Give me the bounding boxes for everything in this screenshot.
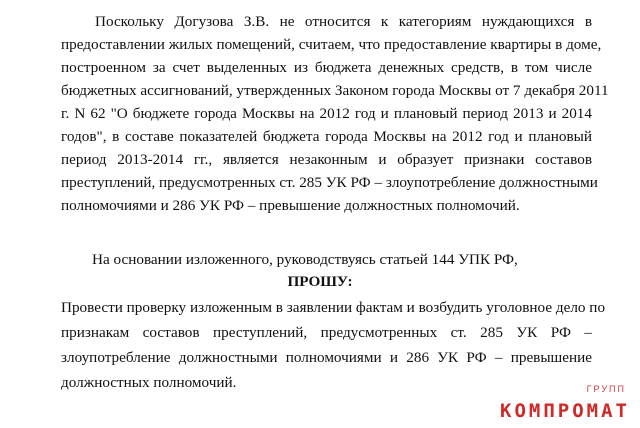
watermark-small-text: ГРУПП xyxy=(586,384,626,394)
kompromat-watermark xyxy=(480,384,630,422)
paragraph-1-line-2: предоставлении жилых помещений, считаем, что предоставление квартиры в доме, xyxy=(61,36,602,53)
paragraph-1-line-1: Поскольку Догузова З.В. не относится к категориям нуждающихся в xyxy=(95,13,592,30)
paragraph-3-line-2: признакам составов преступлений, предусмотренных ст. 285 УК РФ – xyxy=(61,324,592,341)
paragraph-3-line-4: должностных полномочий. xyxy=(61,374,237,391)
paragraph-3-line-3: злоупотребление должностными полномочиями и 286 УК РФ – превышение xyxy=(61,349,592,366)
paragraph-1-line-4: бюджетных ассигнований, утвержденных Законом города Москвы от 7 декабря 2011 xyxy=(61,82,609,99)
paragraph-2: На основании изложенного, руководствуясь статьей 144 УПК РФ, xyxy=(92,251,518,268)
paragraph-1-line-7: период 2013-2014 гг., является незаконным и образует признаки составов xyxy=(61,151,592,168)
paragraph-1-line-8: преступлений, предусмотренных ст. 285 УК РФ – злоупотребление должностными xyxy=(61,174,598,191)
paragraph-1-line-9: полномочиями и 286 УК РФ – превышение должностных полномочий. xyxy=(61,197,520,214)
paragraph-1-line-3: построенном за счет выделенных из бюджета денежных средств, в том числе xyxy=(61,59,592,76)
paragraph-3-line-1: Провести проверку изложенным в заявлении фактам и возбудить уголовное дело по xyxy=(61,299,606,316)
paragraph-1-line-5: г. N 62 "О бюджете города Москвы на 2012 год и плановый период 2013 и 2014 xyxy=(61,105,592,122)
paragraph-1-line-6: годов", в составе показателей бюджета города Москвы на 2012 год и плановый xyxy=(61,128,592,145)
request-heading: ПРОШУ: xyxy=(287,273,353,290)
watermark-big-text: КОМПРОМАТ xyxy=(500,400,630,422)
